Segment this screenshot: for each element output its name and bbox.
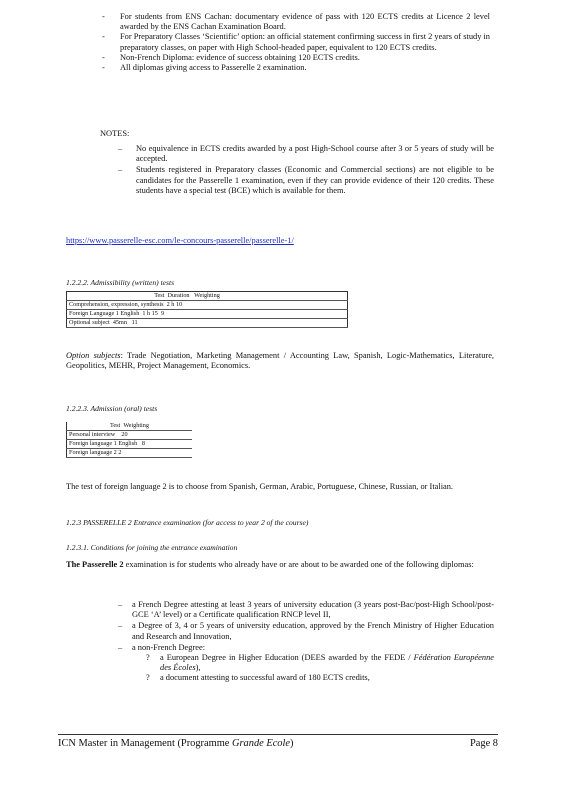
list-item: – a non-French Degree: ? a European Degree in Higher Education (DEES awarded by the FEDE / Fédération Européenne des Écoles), ? a document attesting to successful award of 180 ECTS credits, (118, 643, 494, 684)
list-item: ? a European Degree in Higher Education (DEES awarded by the FEDE / Fédération Européenne des Écoles), (132, 653, 494, 673)
list-item: – No equivalence in ECTS credits awarded by a post High-School course after 3 or 5 years of study will be accepted. (116, 144, 494, 164)
table-row: Foreign Language 1 English 1 h 15 9 (67, 310, 348, 319)
list-item: - All diplomas giving access to Passerelle 2 examination. (100, 63, 490, 73)
section-heading-conditions: 1.2.3.1. Conditions for joining the entrance examination (66, 543, 238, 552)
non-french-degree-list (132, 653, 494, 684)
page-number: Page 8 (470, 738, 498, 749)
foreign-language-paragraph: The test of foreign language 2 is to choose from Spanish, German, Arabic, Portuguese, Chinese, Russian, or Italian. (66, 482, 454, 491)
table-row: Foreign language 1 English 8 (67, 440, 193, 449)
list-item: ? a document attesting to successful award of 180 ECTS credits, (132, 673, 494, 683)
option-subjects-paragraph: Option subjects: Trade Negotiation, Marketing Management / Accounting Law, Spanish, Logic-Mathematics, Literature, Geopolitics, MEHR, Project Management, Economics. (66, 351, 495, 371)
section-heading-passerelle-2: 1.2.3 PASSERELLE 2 Entrance examination (for access to year 2 of the course) (66, 518, 309, 527)
list-item: – a Degree of 3, 4 or 5 years of university education, approved by the French Ministry of Higher Education and Research and Innovation, (118, 621, 494, 641)
section-heading-admission: 1.2.2.3. Admission (oral) tests (66, 404, 158, 413)
passerelle-2-paragraph: The Passerelle 2 examination is for students who already have or are about to be awarded one of the following diplomas: (66, 560, 474, 569)
list-item: – a French Degree attesting at least 3 years of university education (3 years post-Bac/post-High School/post-GCE ‘A’ level) or a Certificate qualification RNCP level II, (118, 600, 494, 620)
table-header: Test Weighting (67, 422, 193, 431)
list-item: - For students from ENS Cachan: documentary evidence of pass with 120 ECTS credits at Licence 2 level awarded by the ENS Cachan Examination Board. (100, 12, 490, 32)
footer-title: ICN Master in Management (Programme Grande Ecole) (58, 738, 294, 749)
admissibility-tests-table (66, 291, 348, 328)
admission-tests-table (66, 422, 192, 458)
table-row: Personal interview 20 (67, 431, 193, 440)
admission-requirements-list (100, 12, 490, 73)
table-row: Optional subject 45mn 11 (67, 319, 348, 328)
list-item: - For Preparatory Classes ‘Scientific’ option: an official statement confirming success in first 2 years of study in preparatory classes, on paper with High School-headed paper, equivalent to 120 ECTS credits. (100, 32, 490, 52)
passerelle-link[interactable]: https://www.passerelle-esc.com/le-concours-passerelle/passerelle-1/ (66, 236, 294, 245)
table-header: Test Duration Weighting (141, 292, 233, 301)
diplomas-list (118, 600, 494, 685)
table-row: Comprehension, expression, synthesis 2 h 10 (67, 301, 348, 310)
table-row: Foreign language 2 2 (67, 449, 193, 458)
list-item: - Non-French Diploma: evidence of success obtaining 120 ECTS credits. (100, 53, 490, 63)
footer-divider (58, 734, 498, 735)
list-item: – Students registered in Preparatory classes (Economic and Commercial sections) are not eligible to be candidates for the Passerelle 1 examination, even if they can provide evidence of their 120 credits. These students have a special test (BCE) which is available for them. (116, 165, 494, 196)
notes-heading: NOTES: (100, 129, 130, 138)
notes-list (116, 144, 494, 197)
section-heading-admissibility: 1.2.2.2. Admissibility (written) tests (66, 278, 175, 287)
